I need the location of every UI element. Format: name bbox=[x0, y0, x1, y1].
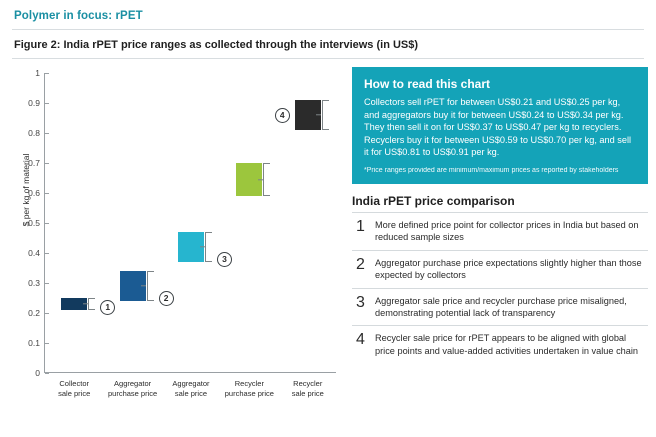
chart-panel bbox=[10, 67, 342, 397]
comparison-item-text: Aggregator sale price and recycler purchase price misaligned, demonstrating potential lack of transparency bbox=[375, 295, 627, 318]
comparison-item bbox=[352, 212, 648, 250]
comparison-item-number: 4 bbox=[356, 331, 365, 349]
y-axis-tick: 0 bbox=[35, 368, 45, 378]
x-axis-label: Aggregator sale price bbox=[172, 379, 210, 398]
comparison-item bbox=[352, 250, 648, 288]
divider-under-title bbox=[12, 58, 644, 59]
price-range-chart bbox=[10, 67, 342, 397]
figure-title: Figure 2: India rPET price ranges as collected through the interviews (in US$) bbox=[14, 39, 419, 51]
comparison-item bbox=[352, 325, 648, 363]
comparison-item-text: More defined price point for collector prices in India but based on reduced sample sizes bbox=[375, 219, 639, 243]
comparison-item bbox=[352, 288, 648, 326]
plot-area bbox=[28, 68, 336, 378]
content-area bbox=[10, 67, 646, 397]
chart-annotation-marker: 3 bbox=[217, 252, 232, 267]
y-axis-tick: 0.8 bbox=[28, 128, 45, 138]
y-axis-tick: 0.5 bbox=[28, 218, 45, 228]
x-axis-label: Collector sale price bbox=[58, 379, 91, 398]
page-kicker: Polymer in focus: rPET bbox=[14, 10, 143, 22]
x-axis-label: Aggregator purchase price bbox=[107, 379, 158, 398]
price-comparison-list bbox=[352, 194, 648, 363]
y-axis-label: $ per kg of material bbox=[21, 153, 31, 227]
comparison-item-number: 3 bbox=[356, 293, 365, 311]
x-axis-label: Recycler purchase price bbox=[224, 379, 274, 398]
comparison-item-text: Recycler sale price for rPET appears to be aligned with global price points and value-added activities undertaken in value chain bbox=[375, 333, 639, 356]
range-brace bbox=[147, 271, 154, 301]
side-panel bbox=[352, 67, 648, 397]
comparison-item-text: Aggregator purchase price expectations slightly higher than those expected by collectors bbox=[375, 257, 642, 281]
y-axis-tick: 0.6 bbox=[28, 188, 45, 198]
y-axis-tick: 0.7 bbox=[28, 158, 45, 168]
how-to-read-footnote: *Price ranges provided are minimum/maximum prices as reported by stakeholders bbox=[364, 166, 619, 174]
range-brace bbox=[88, 298, 95, 310]
y-axis-tick: 0.4 bbox=[28, 248, 45, 258]
y-axis-tick: 0.9 bbox=[28, 98, 45, 108]
chart-annotation-marker: 4 bbox=[275, 108, 290, 123]
comparison-item-number: 1 bbox=[356, 217, 365, 235]
x-axis-labels bbox=[45, 379, 337, 399]
range-brace bbox=[205, 232, 212, 262]
x-axis-label: Recycler sale price bbox=[291, 379, 324, 398]
range-brace bbox=[263, 163, 270, 196]
chart-annotation-marker: 1 bbox=[100, 300, 115, 315]
how-to-read-body: Collectors sell rPET for between US$0.21 and US$0.25 per kg, and aggregators buy it for between US$0.24 to US$0.34 per kg. They then sell it on for US$0.37 to US$0.47 per kg to recyclers. Recyclers buy it for between US$0.59 to US$0.70 per kg, and sell it for US$0.81 to US$0.91 per kg. bbox=[364, 97, 632, 158]
comparison-item-number: 2 bbox=[356, 255, 365, 273]
divider-top bbox=[12, 29, 644, 30]
y-axis-tick: 0.3 bbox=[28, 278, 45, 288]
y-axis-tick: 0.2 bbox=[28, 308, 45, 318]
range-brace bbox=[322, 100, 329, 130]
y-axis-tick: 0.1 bbox=[28, 338, 45, 348]
price-comparison-title: India rPET price comparison bbox=[352, 193, 515, 208]
how-to-read-title: How to read this chart bbox=[364, 77, 491, 91]
how-to-read-box bbox=[352, 67, 648, 184]
y-axis-tick: 1 bbox=[35, 68, 45, 78]
chart-annotation-marker: 2 bbox=[159, 291, 174, 306]
